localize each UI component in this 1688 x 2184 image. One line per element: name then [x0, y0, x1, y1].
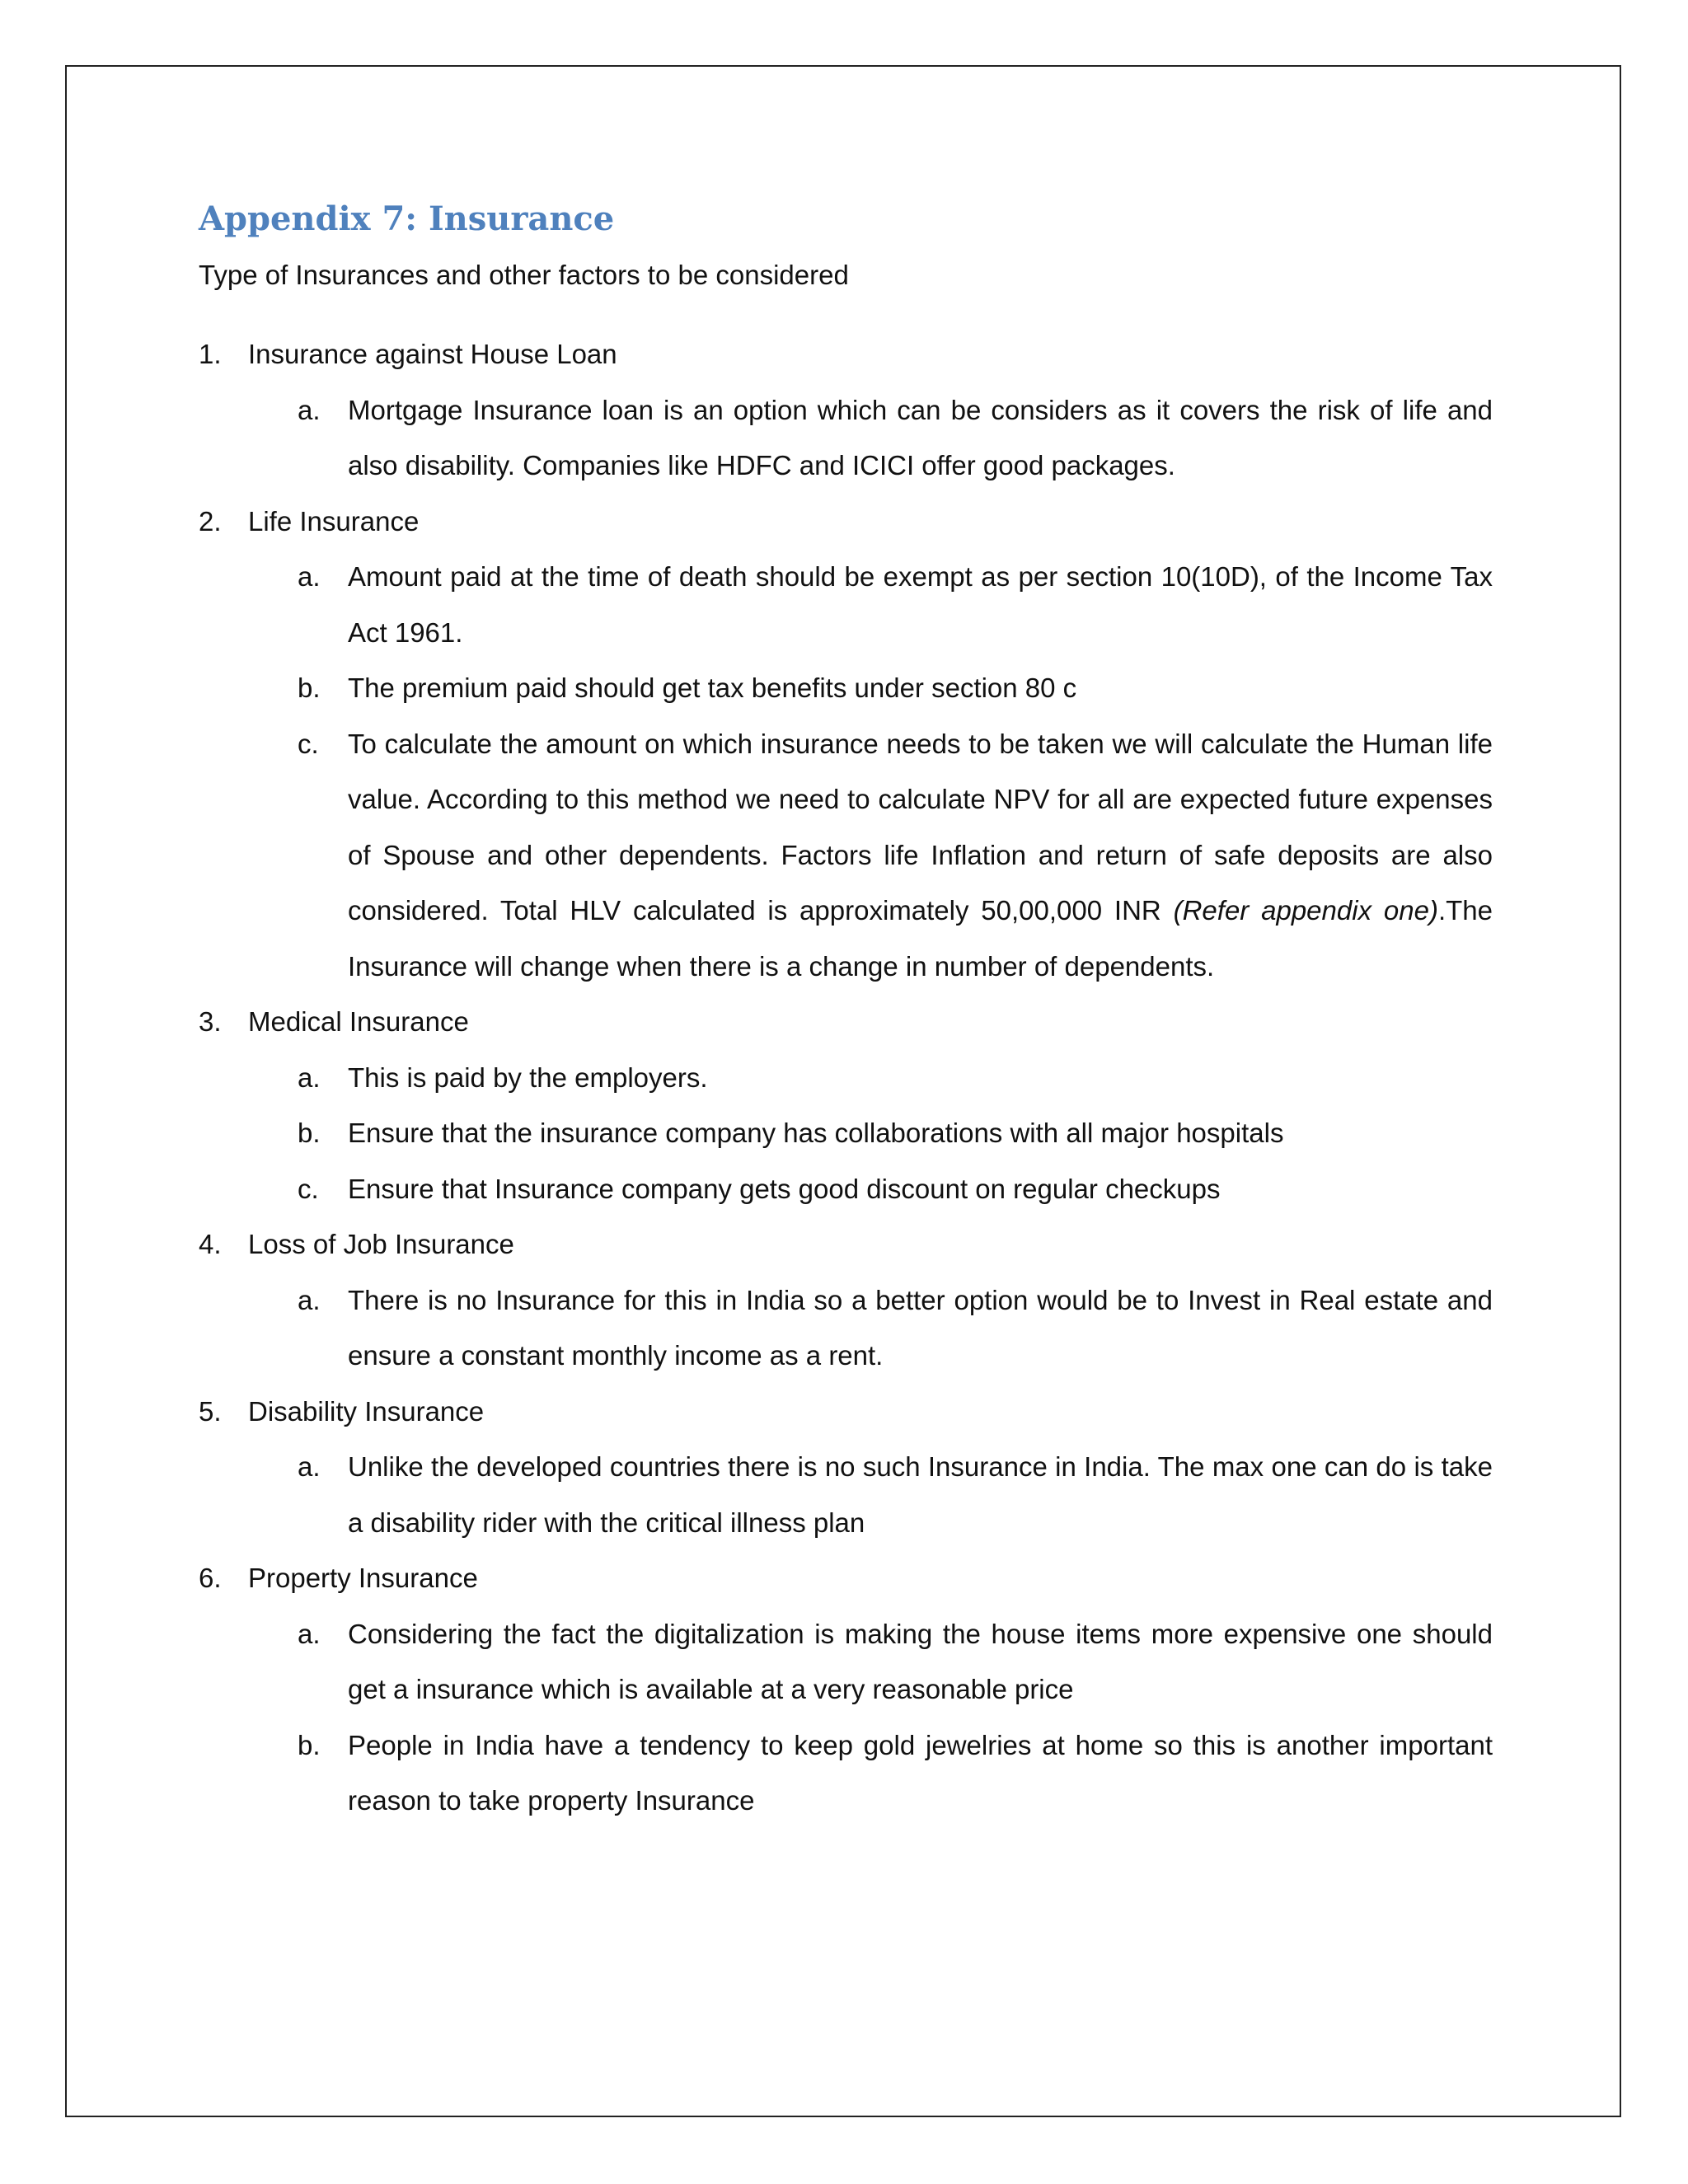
list-item-life-insurance [199, 494, 1493, 995]
sub-list-item [298, 660, 1493, 716]
list-number: 6. [199, 1563, 222, 1593]
sub-list-item [298, 1718, 1493, 1829]
sub-list-letter: b. [298, 1729, 321, 1760]
sub-list-text: There is no Insurance for this in India so a better option would be to Invest in Real estate and ensure a constant monthly income as a rent. [348, 1284, 1493, 1371]
sub-list-item [298, 1161, 1493, 1217]
sub-list-text: People in India have a tendency to keep gold jewelries at home so this is another important reason to take property Insurance [348, 1729, 1493, 1816]
sub-list-item [298, 382, 1493, 494]
list-item-medical-insurance [199, 994, 1493, 1216]
sub-list-letter: c. [298, 1173, 319, 1204]
sub-list-letter: a. [298, 561, 321, 592]
list-item-house-loan [199, 326, 1493, 494]
sub-list-letter: c. [298, 728, 319, 759]
insurance-list [199, 326, 1493, 1829]
sub-list-letter: a. [298, 394, 321, 425]
sub-list-item [298, 1439, 1493, 1550]
section-heading: Property Insurance [248, 1563, 478, 1593]
sub-list [248, 1272, 1493, 1384]
sub-list-text: This is paid by the employers. [348, 1062, 708, 1093]
sub-list-item [298, 549, 1493, 660]
list-item-disability [199, 1384, 1493, 1551]
sub-list-letter: a. [298, 1062, 321, 1093]
sub-list-text: Ensure that the insurance company has collaborations with all major hospitals [348, 1118, 1284, 1148]
list-number: 2. [199, 505, 222, 537]
sub-list-text: Amount paid at the time of death should be exempt as per section 10(10D), of the Income Tax Act 1961. [348, 561, 1493, 648]
section-heading: Disability Insurance [248, 1395, 485, 1427]
list-number: 1. [199, 339, 222, 369]
dependents-note: .The Insurance will change when there is a change in number of dependents. [348, 895, 1493, 982]
sub-list-item [298, 716, 1493, 995]
sub-list [248, 1439, 1493, 1550]
sub-list-letter: a. [298, 1451, 321, 1482]
sub-list-text [348, 729, 1493, 982]
list-number: 5. [199, 1395, 222, 1427]
hlv-text: To calculate the amount on which insurance needs to be taken we will calculate the Human life value. According to this method we need to calculate NPV for all are expected future expenses of Spouse and other dependents. Factors life Inflation and return of safe deposits are also considered. Total HLV calculated is approximately 50,00,000 INR [348, 728, 1493, 926]
sub-list-text: Mortgage Insurance loan is an option which can be considers as it covers the risk of life and also disability. Companies like HDFC and ICICI offer good packages. [348, 394, 1493, 480]
sub-list-item [298, 1272, 1493, 1384]
section-heading: Insurance against House Loan [248, 339, 617, 369]
page-subtitle: Type of Insurances and other factors to be considered [199, 260, 849, 290]
sub-list-letter: a. [298, 1284, 321, 1315]
sub-list-item [298, 1105, 1493, 1161]
sub-list [248, 382, 1493, 494]
sub-list-letter: b. [298, 1118, 321, 1148]
list-item-loss-of-job [199, 1216, 1493, 1384]
sub-list [248, 1050, 1493, 1217]
sub-list-text: Ensure that Insurance company gets good discount on regular checkups [348, 1173, 1221, 1204]
page-title: Appendix 7: Insurance [199, 199, 615, 238]
list-number: 4. [199, 1229, 222, 1259]
section-heading: Life Insurance [248, 505, 420, 537]
section-heading: Loss of Job Insurance [248, 1229, 514, 1259]
sub-list-text: The premium paid should get tax benefits under section 80 c [348, 673, 1077, 703]
sub-list-item [298, 1606, 1493, 1718]
sub-list-item [298, 1050, 1493, 1106]
sub-list-letter: a. [298, 1618, 321, 1649]
sub-list [248, 549, 1493, 994]
sub-list-letter: b. [298, 673, 321, 703]
section-heading: Medical Insurance [248, 1006, 469, 1037]
list-item-property [199, 1550, 1493, 1829]
sub-list-text: Unlike the developed countries there is no such Insurance in India. The max one can do is take a disability rider with the critical illness plan [348, 1451, 1493, 1538]
sub-list-text: Considering the fact the digitalization is making the house items more expensive one should get a insurance which is available at a very reasonable price [348, 1618, 1493, 1704]
document-body [199, 194, 1493, 1829]
sub-list [248, 1606, 1493, 1829]
appendix-reference: (Refer appendix one) [1173, 895, 1438, 926]
list-number: 3. [199, 1006, 222, 1037]
